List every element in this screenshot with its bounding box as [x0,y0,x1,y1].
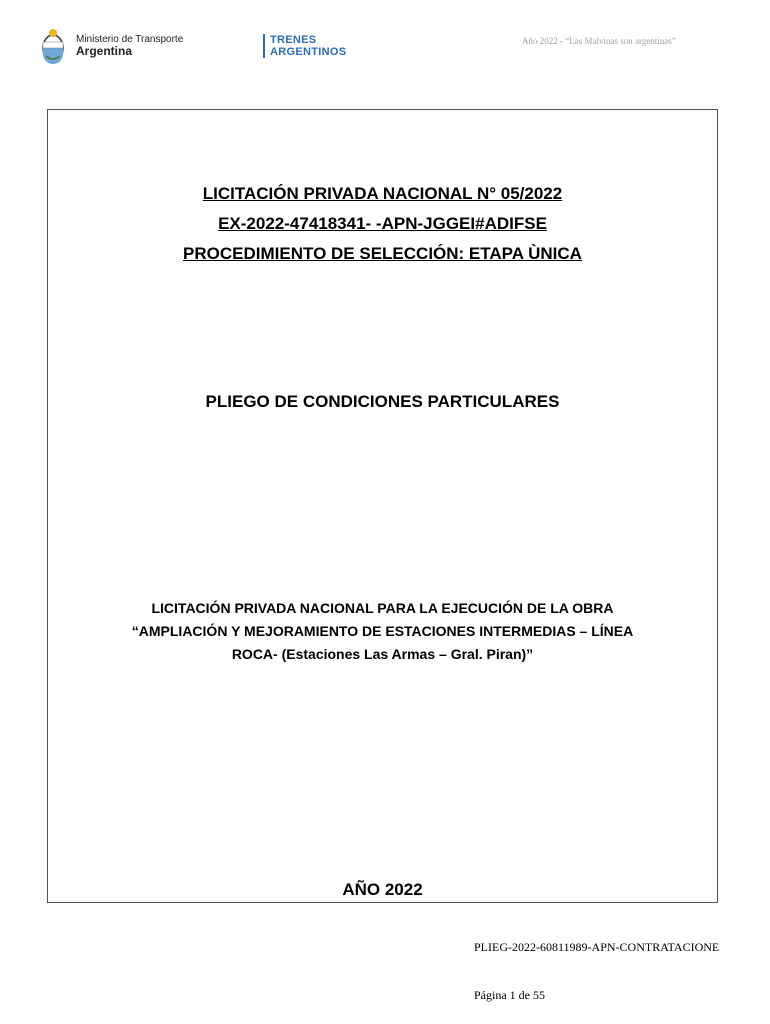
expedient-number: EX-2022-47418341- -APN-JGGEI#ADIFSE [218,214,547,233]
brand-line-1: TRENES [270,34,317,46]
cover-frame [47,109,718,903]
trenes-argentinos-logo [263,34,346,58]
tender-title: LICITACIÓN PRIVADA NACIONAL N° 05/2022 [202,184,563,203]
cover-year: AÑO 2022 [342,880,423,899]
selection-procedure: PROCEDIMIENTO DE SELECCIÓN: ETAPA ÙNICA [183,244,582,263]
work-description-line-1: LICITACIÓN PRIVADA NACIONAL PARA LA EJECUCIÓN DE LA OBRA [151,600,614,616]
year-motto: Año 2022 - “Las Malvinas son argentinas” [522,36,676,46]
work-description-line-3: ROCA- (Estaciones Las Armas – Gral. Piran)” [231,646,534,662]
coat-of-arms-icon [40,26,66,64]
ministry-name: Ministerio de Transporte [76,34,184,45]
page-number: Página 1 de 55 [474,988,545,1002]
ministry-logo [76,34,183,58]
ministry-country: Argentina [76,44,133,58]
page-header [0,0,770,80]
document-id: PLIEG-2022-60811989-APN-CONTRATACIONE [474,940,720,954]
work-description-line-2: “AMPLIACIÓN Y MEJORAMIENTO DE ESTACIONES INTERMEDIAS – LÍNEA [131,623,634,639]
brand-line-2: ARGENTINOS [270,46,347,58]
document-type-heading: PLIEGO DE CONDICIONES PARTICULARES [205,392,560,411]
